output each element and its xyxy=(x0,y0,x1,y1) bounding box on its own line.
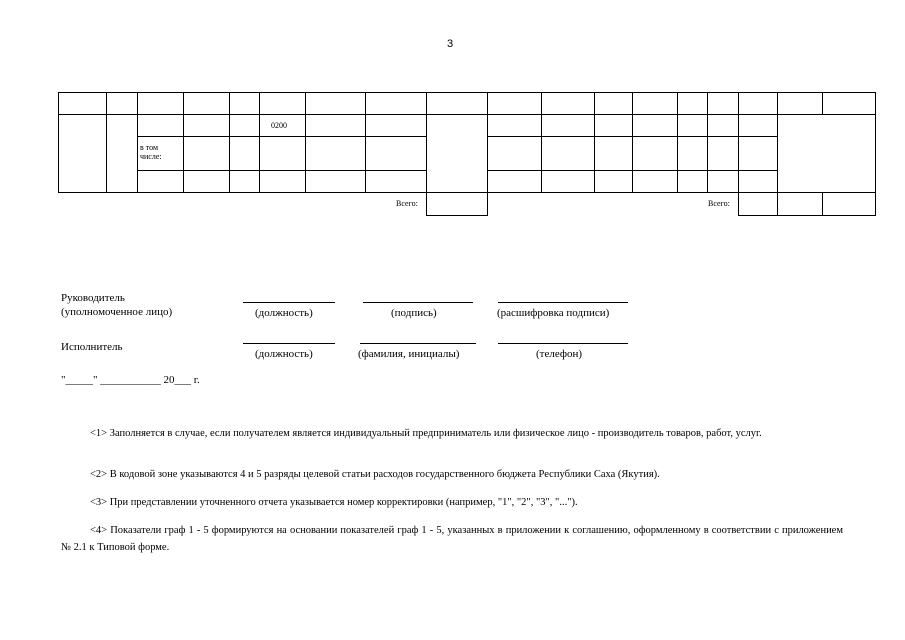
table-col-line xyxy=(259,92,260,193)
table-col-line xyxy=(426,92,427,216)
table-col-line xyxy=(229,92,230,193)
table-col-line xyxy=(106,92,107,193)
exec-phone-line xyxy=(498,343,628,344)
footnote-1: <1> Заполняется в случае, если получателем является индивидуальный предприниматель или физическое лицо - производитель товаров, работ, услуг. xyxy=(90,428,762,439)
table-row-line xyxy=(137,136,426,137)
table-col-line xyxy=(137,92,138,193)
head-signature-caption: (подпись) xyxy=(391,307,437,319)
table-col-line xyxy=(822,192,823,216)
code-cell: 0200 xyxy=(271,121,287,130)
table-col-line xyxy=(58,92,59,193)
date-line: "_____" ___________ 20___ г. xyxy=(61,374,200,386)
head-position-caption: (должность) xyxy=(255,307,313,319)
table-col-line xyxy=(875,92,876,216)
table-body-bottom xyxy=(58,192,876,193)
table-col-line xyxy=(183,92,184,193)
exec-position-caption: (должность) xyxy=(255,348,313,360)
footnote-3: <3> При представлении уточненного отчета указывается номер корректировки (например, "1", "2", "3", "..."). xyxy=(90,497,578,508)
head-position-line xyxy=(243,302,335,303)
table-header-bottom xyxy=(58,114,876,115)
head-signature-line xyxy=(363,302,473,303)
exec-name-line xyxy=(360,343,476,344)
executor-label: Исполнитель xyxy=(61,341,123,353)
total-box-bottom-left xyxy=(426,215,487,216)
including-label: в том числе: xyxy=(140,143,162,161)
table-col-line xyxy=(677,92,678,193)
head-decode-caption: (расшифровка подписи) xyxy=(497,307,610,319)
exec-phone-caption: (телефон) xyxy=(536,348,583,360)
head-label: Руководитель xyxy=(61,292,125,304)
table-col-line xyxy=(777,92,778,216)
table-col-line xyxy=(707,92,708,193)
exec-position-line xyxy=(243,343,335,344)
table-col-line xyxy=(305,92,306,193)
table-col-line xyxy=(632,92,633,193)
head-label-sub: (уполномоченное лицо) xyxy=(61,306,173,318)
table-col-line xyxy=(822,92,823,114)
head-decode-line xyxy=(498,302,628,303)
total-label-left: Всего: xyxy=(396,199,418,208)
footnote-4: <4> Показатели граф 1 - 5 формируются на основании показателей граф 1 - 5, указанных в приложении к соглашению, оформленному в соответствии с приложением № 2.1 к Типовой форме. xyxy=(61,525,843,553)
table-col-line xyxy=(594,92,595,193)
table-col-line xyxy=(487,92,488,216)
total-box-bottom-right xyxy=(738,215,876,216)
table-col-line xyxy=(738,92,739,216)
table-row-line xyxy=(137,170,426,171)
exec-name-caption: (фамилия, инициалы) xyxy=(358,348,460,360)
table-border-top xyxy=(58,92,876,93)
table-col-line xyxy=(365,92,366,193)
page-number: 3 xyxy=(447,38,454,50)
total-label-right: Всего: xyxy=(708,199,730,208)
footnote-2: <2> В кодовой зоне указываются 4 и 5 разряды целевой статьи расходов государственного бюджета Республики Саха (Якутия). xyxy=(90,469,660,480)
table-col-line xyxy=(541,92,542,193)
